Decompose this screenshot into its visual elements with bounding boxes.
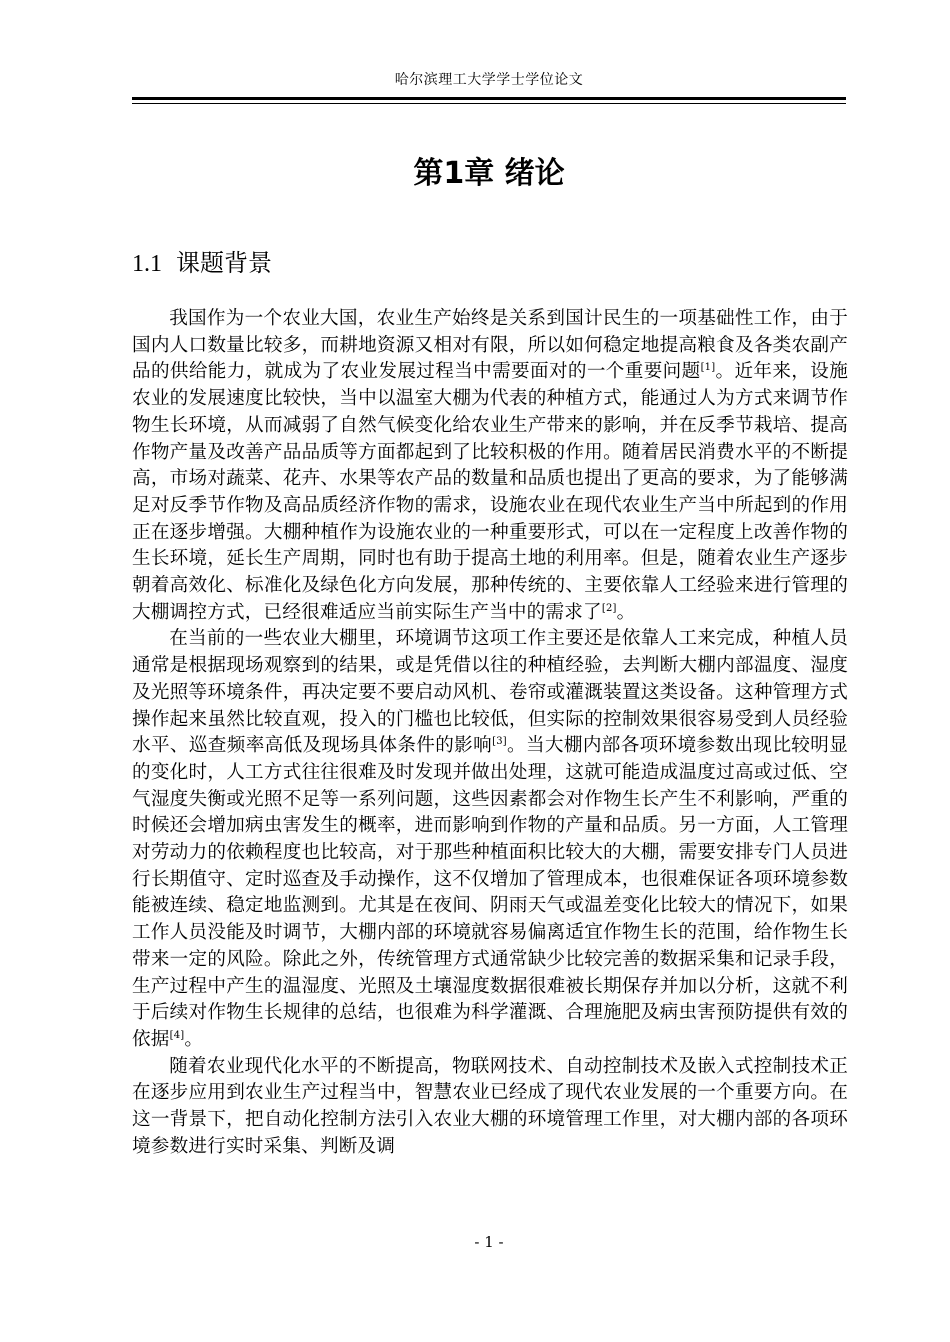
body-text xyxy=(132,306,848,1161)
paragraph-text: 在当前的一些农业大棚里，环境调节这项工作主要还是依靠人工来完成，种植人员通常是根据现场观察到的结果，或是凭借以往的种植经验，去判断大棚内部温度、湿度及光照等环境条件，再决定要不要启动风机、卷帘或灌溉装置这类设备。这种管理方式操作起来虽然比较直观，投入的门槛也比较低，但实际的控制效果很容易受到人员经验水平、巡查频率高低及现场具体条件的影响 xyxy=(132,628,848,757)
page-number: - 1 - xyxy=(474,1233,504,1251)
paragraph-text: 。 xyxy=(184,1028,204,1050)
citation-ref: [2] xyxy=(601,602,617,614)
paragraph-1 xyxy=(132,306,848,626)
running-header: 哈尔滨理工大学学士学位论文 xyxy=(394,72,584,88)
chapter-title: 第1章 绪论 xyxy=(413,156,565,191)
paragraph-text: 。当大棚内部各项环境参数出现比较明显的变化时，人工方式往往很难及时发现并做出处理，这就可能造成温度过高或过低、空气湿度失衡或光照不足等一系列问题，这些因素都会对作物生长产生不利影响，严重的时候还会增加病虫害发生的概率，进而影响到作物的产量和品质。另一方面，人工管理对劳动力的依赖程度也比较高，对于那些种植面积比较大的大棚，需要安排专门人员进行长期值守、定时巡查及手动操作，这不仅增加了管理成本，也很难保证各项环境参数能被连续、稳定地监测到。尤其是在夜间、阴雨天气或温差变化比较大的情况下，如果工作人员没能及时调节，大棚内部的环境就容易偏离适宜作物生长的范围，给作物生长带来一定的风险。除此之外，传统管理方式通常缺少比较完善的数据采集和记录手段，生产过程中产生的温湿度、光照及土壤湿度数据很难被长期保存并加以分析，这就不利于后续对作物生长规律的总结，也很难为科学灌溉、合理施肥及病虫害预防提供有效的依据 xyxy=(132,735,848,1050)
paragraph-text: 。近年来，设施农业的发展速度比较快，当中以温室大棚为代表的种植方式，能通过人为方式来调节作物生长环境，从而减弱了自然气候变化给农业生产带来的影响，并在反季节栽培、提高作物产量及改善产品品质等方面都起到了比较积极的作用。随着居民消费水平的不断提高，市场对蔬菜、花卉、水果等农产品的数量和品质也提出了更高的要求，为了能够满足对反季节作物及高品质经济作物的需求，设施农业在现代农业生产当中所起到的作用正在逐步增强。大棚种植作为设施农业的一种重要形式，可以在一定程度上改善作物的生长环境，延长生产周期，同时也有助于提高土地的利用率。但是，随着农业生产逐步朝着高效化、标准化及绿色化方向发展，那种传统的、主要依靠人工经验来进行管理的大棚调控方式，已经很难适应当前实际生产当中的需求了 xyxy=(132,361,848,623)
paragraph-text: 随着农业现代化水平的不断提高，物联网技术、自动控制技术及嵌入式控制技术正在逐步应用到农业生产过程当中，智慧农业已经成了现代农业发展的一个重要方向。在这一背景下，把自动化控制方法引入农业大棚的环境管理工作里，对大棚内部的各项环境参数进行实时采集、判断及调 xyxy=(132,1055,848,1157)
section-heading xyxy=(132,242,846,285)
citation-ref: [3] xyxy=(492,736,507,748)
paragraph-3 xyxy=(132,1054,848,1161)
header-rule-thin xyxy=(132,103,846,104)
citation-ref: [4] xyxy=(169,1029,185,1041)
section-title: 课题背景 xyxy=(176,249,272,277)
citation-ref: [1] xyxy=(700,362,716,374)
paragraph-2 xyxy=(132,626,848,1053)
paragraph-text: 我国作为一个农业大国，农业生产始终是关系到国计民生的一项基础性工作，由于国内人口数量比较多，而耕地资源又相对有限，所以如何稳定地提高粮食及各类农副产品的供给能力，就成为了农业发展过程当中需要面对的一个重要问题 xyxy=(132,308,848,383)
header-rule-thick xyxy=(132,97,846,100)
paragraph-text: 。 xyxy=(616,601,636,623)
section-number: 1.1 xyxy=(132,251,162,277)
